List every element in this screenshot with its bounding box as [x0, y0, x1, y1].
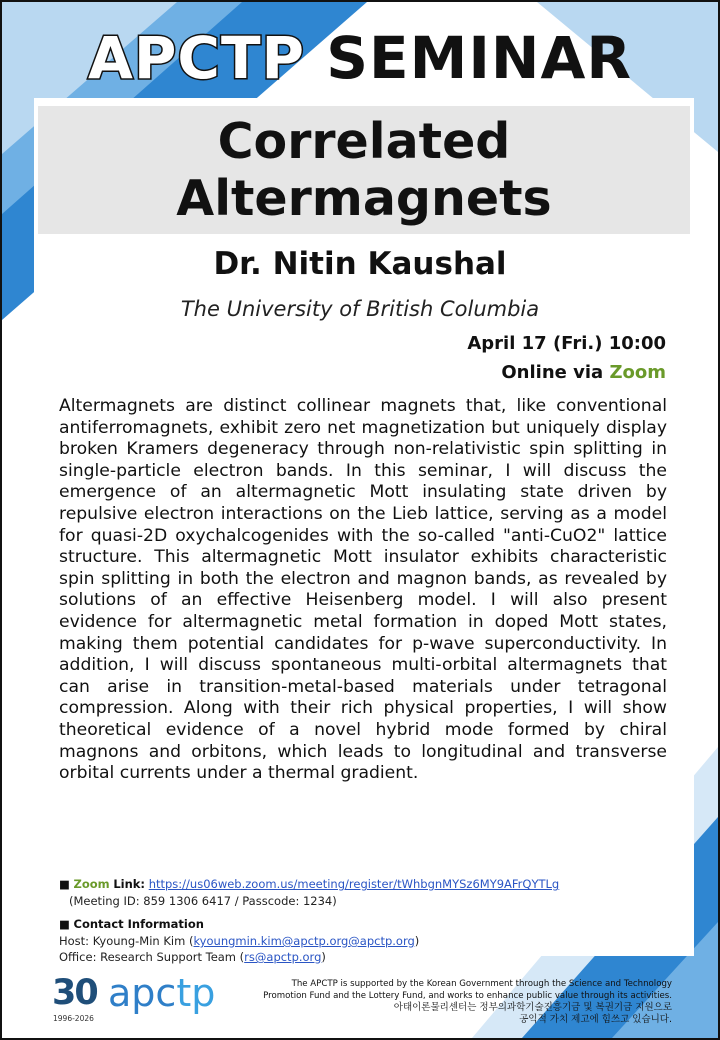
support-kr-line2: 공익적 가치 제고에 힘쓰고 있습니다. — [519, 1014, 672, 1025]
brand-wordmark — [108, 971, 215, 1015]
zoom-registration-link[interactable]: https://us06web.zoom.us/meeting/register/tWhbgnMYSz6MY9AFrQYTLg — [148, 877, 560, 891]
talk-title-line1: Correlated — [217, 113, 511, 170]
support-statement — [252, 978, 672, 1026]
bullet-square-icon: ■ — [59, 917, 70, 931]
talk-title — [176, 113, 551, 227]
office-label: Office: Research Support Team ( — [59, 950, 245, 964]
bullet-square-icon: ■ — [59, 877, 70, 891]
talk-title-line2: Altermagnets — [176, 170, 552, 227]
host-close: ) — [414, 934, 420, 948]
zoom-link-row — [59, 876, 559, 892]
office-email-link[interactable]: rs@apctp.org — [244, 950, 322, 964]
link-label: Link: — [113, 877, 146, 891]
zoom-label: Zoom — [73, 877, 110, 891]
brand-part-a: apc — [108, 971, 177, 1015]
abstract-text: Altermagnets are distinct collinear magnets that, like conventional antiferromagnets, exhibit zero net magnetization but uniquely display broken Kramers degeneracy through non-relativistic spin splitting in single-particle electron bands. In this seminar, I will discuss the emergence of an altermagnetic Mott insulating state driven by repulsive electron interactions on the Lieb lattice, serving as a model for quasi-2D oxychalcogenides with the so-called "anti-CuO2" lattice structure. This altermagnetic Mott insulator exhibits characteristic spin splitting in both the electron and magnon bands, as revealed by solutions of an effective Heisenberg model. I will also present evidence for altermagnetic metal formation in doped Mott states, making them potential candidates for p-wave superconductivity. In addition, I will discuss spontaneous multi-orbital altermagnets that can arise in transition-metal-based materials under tetragonal compression. Along with their rich physical properties, I will show theoretical evidence of a novel hybrid mode formed by chiral magnons and orbitons, which leads to longitudinal and transverse orbital currents under a thermal gradient. — [59, 396, 667, 784]
anniversary-number: 30 — [52, 973, 97, 1013]
contact-heading-row — [59, 916, 204, 932]
support-kr-line1: 아태이론물리센터는 정부의과학기술진흥기금 및 복권기금 지원으로 — [393, 1002, 672, 1013]
host-label: Host: Kyoung-Min Kim ( — [59, 934, 194, 948]
office-close: ) — [321, 950, 326, 964]
seminar-datetime: April 17 (Fri.) 10:00 — [467, 333, 666, 354]
contact-host — [59, 933, 419, 949]
contact-heading: Contact Information — [73, 917, 204, 931]
online-via — [501, 359, 666, 387]
title-box — [38, 106, 690, 234]
host-email-link[interactable]: kyoungmin.kim@apctp.org@apctp.org — [193, 934, 415, 948]
seminar-heading — [2, 20, 718, 96]
heading-seminar: SEMINAR — [326, 24, 633, 92]
contact-office — [59, 949, 326, 965]
heading-apctp: APCTP — [87, 24, 306, 92]
support-en-line1: The APCTP is supported by the Korean Government through the Science and Technology — [291, 979, 672, 989]
speaker-name: Dr. Nitin Kaushal — [213, 246, 507, 282]
anniversary-years: 1996-2026 — [53, 1014, 94, 1023]
brand-part-b: tp — [176, 971, 216, 1015]
speaker-affiliation: The University of British Columbia — [180, 297, 540, 321]
apctp-logo — [52, 971, 262, 1029]
meeting-info: (Meeting ID: 859 1306 6417 / Passcode: 1234) — [69, 894, 337, 908]
online-platform: Zoom — [609, 362, 666, 383]
support-en-line2: Promotion Fund and the Lottery Fund, and works to enhance public value through its activities. — [263, 991, 672, 1001]
online-prefix: Online via — [501, 362, 604, 383]
